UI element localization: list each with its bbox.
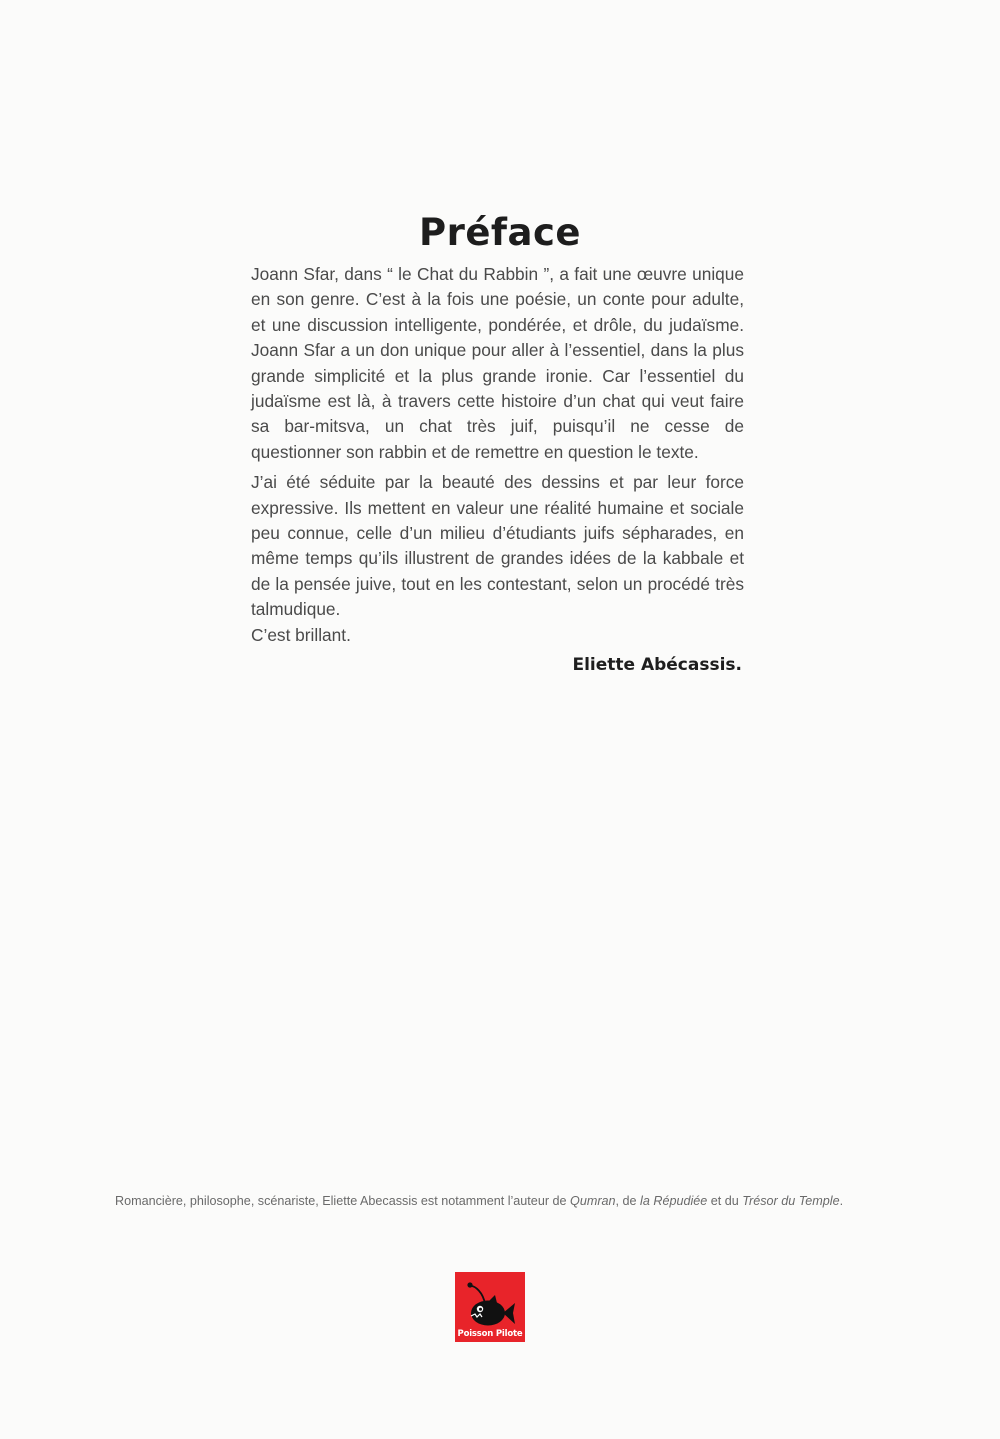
closing-line: C’est brillant. [251,624,351,645]
publisher-logo [455,1272,525,1342]
author-note [115,1194,885,1208]
logo-text: Poisson Pilote [457,1329,523,1339]
book-title-tresor: Trésor du Temple [742,1194,840,1208]
preface-body [251,262,744,679]
author-note-intro: Romancière, philosophe, scénariste, Eliette Abecassis est notamment l’auteur de [115,1194,571,1208]
preface-paragraph-1: Joann Sfar, dans “ le Chat du Rabbin ”, a fait une œuvre unique en son genre. C’est à la fois une poésie, un conte pour adulte, et une discussion intelligente, pondérée, et drôle, du judaïsme. Joann Sfar a un don unique pour aller à l’essentiel, dans la plus grande simplicité et la plus grande ironie. Car l’essentiel du judaïsme est là, à travers cette histoire d’un chat qui veut faire sa bar-mitsva, un chat très juif, puisqu’il ne cesse de questionner son rabbin et de remettre en question le texte. [251,264,744,462]
book-title-repudiee: la Répudiée [640,1194,708,1208]
signature: Eliette Abécassis. [572,655,742,676]
author-note-separator: et du [707,1194,743,1208]
author-note-end: . [839,1194,844,1208]
author-note-separator: , de [615,1194,641,1208]
page-title: Préface [418,210,582,254]
preface-paragraph-2: J’ai été séduite par la beauté des dessins et par leur force expressive. Ils mettent en valeur une réalité humaine et sociale peu connue, celle d’un milieu d’étudiants juifs sépharades, en même temps qu’ils illustrent de grandes idées de la kabbale et de la pensée juive, tout en les contestant, selon un procédé très talmudique. [251,472,744,620]
book-title-qumran: Qumran [570,1194,616,1208]
